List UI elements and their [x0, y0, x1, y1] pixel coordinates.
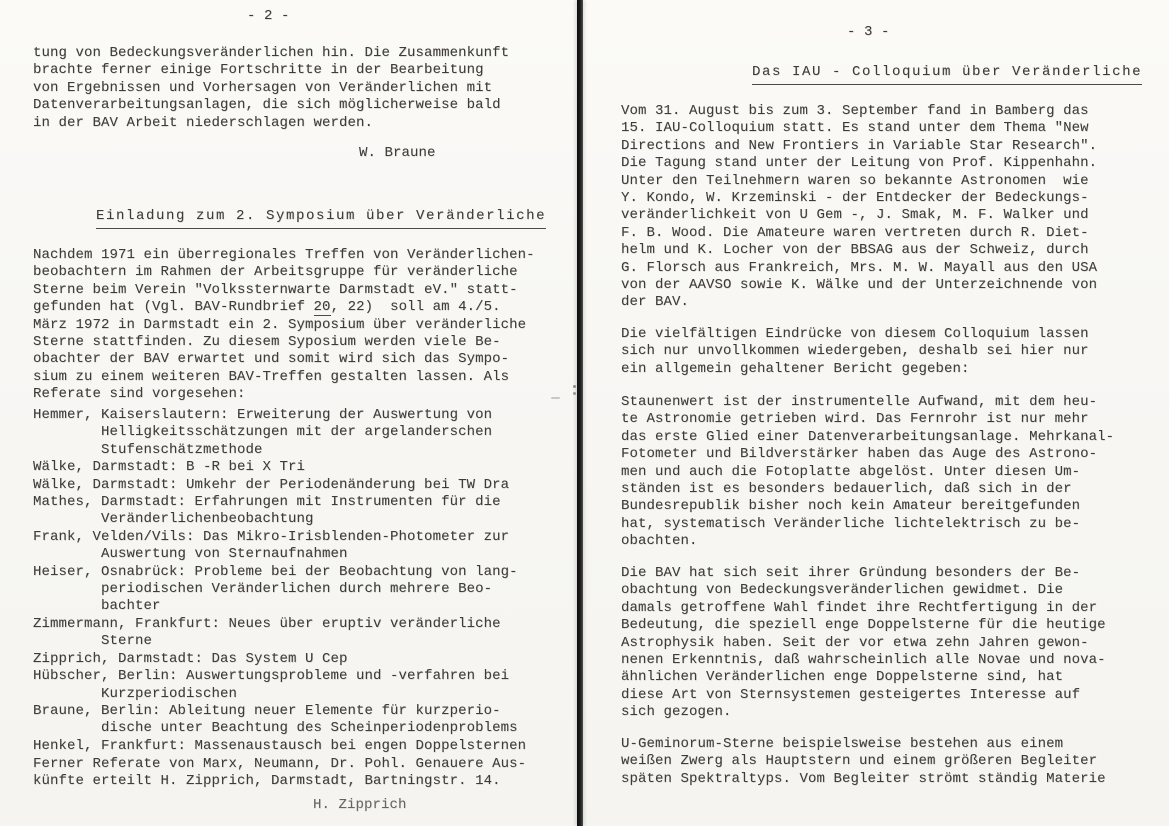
colloquium-paragraph-3 [621, 394, 1114, 551]
text-line: hat, systematisch Veränderliche lichtelektrisch zu be- [621, 515, 1081, 532]
text-line: G. Florsch aus Frankreich, Mrs. M. W. Mayall aus den USA [621, 259, 1098, 276]
scan-artifact-colon [573, 385, 576, 388]
text-line: te Astronomie getrieben wird. Das Fernrohr ist nur mehr [621, 411, 1089, 428]
text-line: ein allgemein gehaltener Bericht gegeben: [621, 360, 970, 377]
text-line: sich gezogen. [621, 704, 732, 721]
text-line: Wälke, Darmstadt: B -R bei X Tri [33, 459, 306, 476]
text-line: Die Tagung stand unter der Leitung von Prof. Kippenhahn. [621, 155, 1098, 172]
text-segment: , 22) soll am 4./5. [330, 299, 501, 316]
text-line: beobachtern im Rahmen der Arbeitsgruppe für veränderliche [33, 264, 518, 281]
text-line: Ferner Referate von Marx, Neumann, Dr. Pohl. Genauere Aus- [33, 756, 527, 772]
text-line: Stufenschätzmethode [33, 441, 263, 458]
text-line: der BAV. [621, 294, 690, 311]
text-line: Veränderlichenbeobachtung [33, 511, 314, 528]
text-line: periodischen Veränderlichen durch mehrere Beo- [33, 581, 493, 598]
text-line: Henkel, Frankfurt: Massenaustausch bei engen Doppelsternen [33, 737, 527, 754]
text-line: Hemmer, Kaiserslautern: Erweiterung der Auswertung von [33, 407, 493, 423]
text-line: brachte ferner einige Fortschritte in der Bearbeitung [33, 62, 484, 79]
text-line: weißen Zwerg als Hauptstern und einem größeren Begleiter [621, 753, 1098, 770]
text-line: nenen Erkenntnis, daß wahrscheinlich alle Novae und nova- [621, 652, 1106, 669]
text-line: Astrophysik haben. Seit der vor etwa zehn Jahren gewon- [621, 634, 1089, 651]
text-line: damals getroffene Wahl findet ihre Rechtfertigung in der [621, 599, 1098, 616]
text-line: März 1972 in Darmstadt ein 2. Symposium über veränderliche [33, 316, 527, 333]
text-line: Staunenwert ist der instrumentelle Aufwand, mit dem heu- [621, 394, 1098, 410]
text-line: 15. IAU-Colloquium statt. Es stand unter dem Thema "New [621, 120, 1089, 137]
text-line: Bundesrepublik bisher noch kein Amateur bereitgefunden [621, 498, 1081, 515]
text-line: U-Geminorum-Sterne beispielsweise bestehen aus einem [621, 736, 1064, 752]
text-line: Sterne [33, 633, 153, 650]
underlined-text: 20 [313, 299, 331, 316]
colloquium-paragraph-1 [621, 103, 1097, 312]
text-line: Zimmermann, Frankfurt: Neues über eruptiv veränderliche [33, 615, 501, 632]
text-line: von der AAVSO sowie K. Wälke und der Unterzeichnende von [621, 277, 1098, 294]
text-line: Referate sind vorgesehen: [33, 386, 246, 403]
text-line: obachten. [621, 533, 698, 550]
scan-artifact-dash [551, 397, 560, 399]
page-number: - 3 - [847, 24, 890, 40]
text-line: Wälke, Darmstadt: Umkehr der Periodenänderung bei TW Dra [33, 476, 510, 493]
text-line: Bedeutung, die speziell enge Doppelsterne für die heutige [621, 617, 1106, 634]
intro-paragraph [33, 45, 509, 132]
colloquium-paragraph-2 [621, 326, 1089, 378]
colloquium-paragraph-5 [621, 736, 1106, 788]
text-line: Frank, Velden/Vils: Das Mikro-Irisblenden-Photometer zur [33, 528, 510, 545]
text-line: Zipprich, Darmstadt: Das System U Cep [33, 650, 348, 667]
text-segment: gefunden hat (Vgl. BAV-Rundbrief [33, 299, 314, 316]
heading-text: Einladung zum 2. Symposium über Veränderliche [96, 208, 546, 228]
text-line: tung von Bedeckungsveränderlichen hin. Die Zusammenkunft [33, 45, 510, 61]
text-line: Helligkeitsschätzungen mit der argelanderschen [33, 424, 493, 441]
page-number: - 2 - [247, 8, 290, 24]
text-line: Hübscher, Berlin: Auswertungsprobleme und -verfahren bei [33, 668, 510, 685]
invitation-paragraph [33, 247, 535, 404]
text-line: men und auch die Fotoplatte abgelöst. Unter diesen Um- [621, 463, 1081, 480]
text-line: sich nur unvollkommen wiedergeben, deshalb sei hier nur [621, 343, 1089, 360]
text-line: Braune, Berlin: Ableitung neuer Elemente für kurzperio- [33, 702, 501, 719]
text-line: sium zu einem weiteren BAV-Treffen gestalten lassen. Als [33, 368, 510, 385]
text-line: diese Art von Sternsystemen gesteigertes Interesse auf [621, 686, 1081, 703]
text-line: Mathes, Darmstadt: Erfahrungen mit Instrumenten für die [33, 494, 501, 511]
text-line: in der BAV Arbeit niederschlagen werden. [33, 114, 374, 131]
text-line: das erste Glied einer Datenverarbeitungsanlage. Mehrkanal- [621, 428, 1115, 445]
text-line: Kurzperiodischen [33, 685, 238, 702]
page-3 [583, 0, 1169, 826]
talks-list [33, 407, 526, 755]
text-line: obachtung von Bedeckungsveränderlichen gewidmet. Die [621, 582, 1064, 599]
colloquium-paragraph-4 [621, 565, 1106, 722]
heading-text: Das IAU - Colloquium über Veränderliche [752, 64, 1142, 84]
section-heading-symposium [62, 191, 546, 246]
text-line: Y. Kondo, W. Krzeminski - der Entdecker der Bedeckungs- [621, 190, 1089, 207]
text-line: bachter [33, 598, 161, 615]
text-line: Directions and New Frontiers in Variable Star Research". [621, 137, 1098, 154]
text-line: Unter den Teilnehmern waren so bekannte Astronomen wie [621, 172, 1089, 189]
text-line: obachter der BAV erwartet und somit wird sich das Sympo- [33, 351, 510, 368]
text-line: Nachdem 1971 ein überregionales Treffen von Veränderlichen- [33, 247, 535, 263]
page-2 [0, 0, 577, 826]
text-line: Auswertung von Sternaufnahmen [33, 546, 348, 563]
text-line: helm und K. Locher von der BBSAG aus der Schweiz, durch [621, 242, 1089, 259]
signature-h-zipprich: H. Zipprich [313, 797, 407, 813]
closing-paragraph [33, 756, 526, 791]
text-line: Die BAV hat sich seit ihrer Gründung besonders der Be- [621, 565, 1081, 581]
text-line: Heiser, Osnabrück: Probleme bei der Beobachtung von lang- [33, 563, 518, 580]
text-line: späten Spektraltyps. Vom Begleiter strömt ständig Materie [621, 770, 1106, 787]
text-line: Fotometer und Bildverstärker haben das Auge des Astrono- [621, 446, 1098, 463]
signature-w-braune: W. Braune [359, 145, 436, 161]
text-line: dische unter Beachtung des Scheinperiodenproblems [33, 720, 518, 737]
text-line: F. B. Wood. Die Amateure waren vertreten durch R. Diet- [621, 224, 1089, 241]
text-line: ständen ist es besonders bedauerlich, daß sich in der [621, 481, 1072, 498]
text-line: Datenverarbeitungsanlagen, die sich möglicherweise bald [33, 97, 501, 114]
text-line: von Ergebnissen und Vorhersagen von Veränderlichen mit [33, 79, 493, 96]
text-line: veränderlichkeit von U Gem -, J. Smak, M. F. Walker und [621, 207, 1089, 224]
text-line: Vom 31. August bis zum 3. September fand in Bamberg das [621, 103, 1089, 119]
text-line: ähnlichen Veränderlichen enge Doppelsterne sind, hat [621, 669, 1064, 686]
text-line: Sterne stattfinden. Zu diesem Syposium werden viele Be- [33, 334, 501, 351]
text-line: künfte erteilt H. Zipprich, Darmstadt, Bartningstr. 14. [33, 773, 501, 790]
text-line: Sterne beim Verein "Volkssternwarte Darmstadt eV." statt- [33, 281, 518, 298]
text-line: Die vielfältigen Eindrücke von diesem Colloquium lassen [621, 326, 1089, 342]
text-line [33, 299, 535, 316]
section-heading-iau-colloquium [718, 47, 1142, 102]
